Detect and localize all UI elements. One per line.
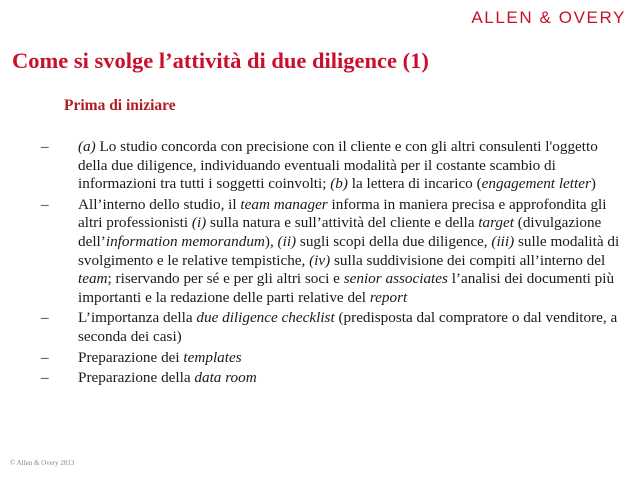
allen-overy-logo: ALLEN & OVERY bbox=[471, 8, 626, 27]
copyright-footer: © Allen & Overy 2013 bbox=[10, 459, 75, 467]
bullet-dash: – bbox=[41, 309, 49, 327]
bullet-item bbox=[40, 309, 620, 346]
bullet-item bbox=[40, 349, 620, 368]
bullet-text: (a) Lo studio concorda con precisione con il cliente e con gli altri consulenti l'oggetto della due diligence, individuando eventuali modalità per il costante scambio di informazioni tra tutti i soggetti coinvolti; (b) la lettera di incarico (engagement letter) bbox=[78, 138, 598, 193]
bullet-text: L’importanza della due diligence checklist (predisposta dal compratore o dal venditore, a seconda dei casi) bbox=[78, 309, 618, 345]
bullet-list bbox=[40, 138, 620, 390]
bullet-text: Preparazione dei templates bbox=[78, 348, 242, 366]
slide-subtitle: Prima di iniziare bbox=[64, 97, 176, 114]
bullet-dash: – bbox=[41, 348, 49, 366]
bullet-item bbox=[40, 196, 620, 308]
bullet-dash: – bbox=[41, 138, 49, 155]
bullet-item bbox=[40, 138, 620, 194]
bullet-text: All’interno dello studio, il team manager informa in maniera precisa e approfondita gli altri professionisti (i) sulla natura e sull’attività del cliente e della target (divulgazione dell’information memorandum), (ii) sugli scopi della due diligence, (iii) sulle modalità di svolgimento e le relative tempistiche, (iv) sulla suddivisione dei compiti all’interno del team; riservando per sé e per gli altri soci e senior associates l’analisi dei documenti più importanti e la redazione delle parti relative del report bbox=[78, 195, 620, 306]
slide-title: Come si svolge l’attività di due diligence (1) bbox=[12, 48, 429, 73]
bullet-text: Preparazione della data room bbox=[78, 369, 257, 387]
bullet-item bbox=[40, 369, 620, 388]
bullet-dash: – bbox=[41, 195, 49, 213]
bullet-dash: – bbox=[41, 369, 49, 387]
